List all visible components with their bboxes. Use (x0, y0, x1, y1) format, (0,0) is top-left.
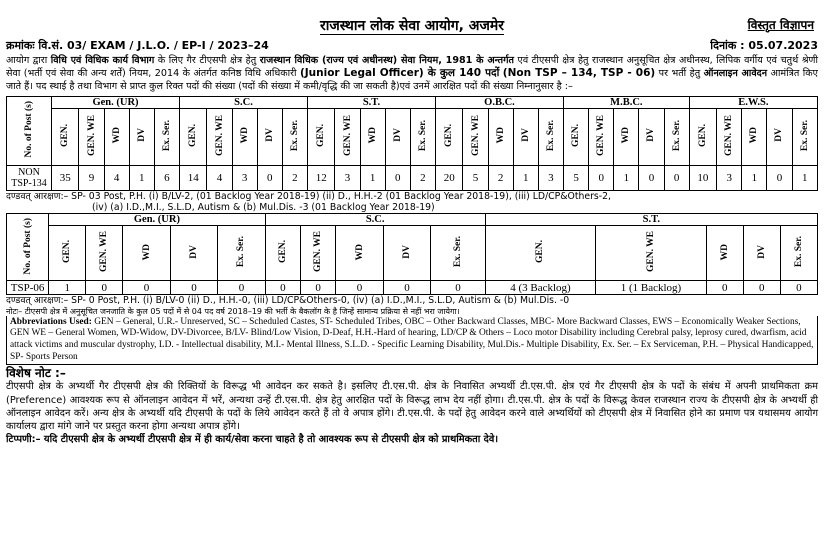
tsp-vacancy-table (6, 213, 818, 295)
subcolumn-header (265, 226, 300, 281)
vacancy-cell: 0 (385, 165, 410, 190)
group-header: O.B.C. (436, 96, 564, 108)
intro-text-6: पर भर्ती हेतु (658, 68, 701, 80)
subcolumn-label: Ex. Ser. (793, 236, 804, 268)
vacancy-cell: 0 (639, 165, 664, 190)
vacancy-cell: 0 (431, 281, 485, 295)
vacancy-cell: 2 (488, 165, 513, 190)
group-header: S.C. (180, 96, 308, 108)
abbreviations-box (6, 316, 818, 365)
subcolumn-header (49, 226, 86, 281)
subcolumn-header (301, 226, 336, 281)
group-header: S.C. (265, 214, 485, 226)
subcolumn-header (589, 108, 614, 165)
subcolumn-header (79, 108, 104, 165)
vacancy-cell: 9 (79, 165, 104, 190)
subcolumn-label: WD (495, 126, 506, 144)
subcolumn-header (431, 226, 485, 281)
subcolumn-label: Ex. Ser. (236, 236, 247, 268)
subcolumn-header (689, 108, 716, 165)
special-note-body: टीएसपी क्षेत्र के अभ्यर्थी गैर टीएसपी क्षेत्र की रिक्तियों के विरूद्ध भी आवेदन कर सकते है। इसलिए टी.एस.पी. क्षेत्र के निवासित अभ्यर्थी टी.एस.पी. क्षेत्र एवं गैर टीएसपी क्षेत्र के पदों के संबंध में अपनी प्राथमिकता क्रम (Preference) आवश्यक रूप से ऑनलाइन आवेदन में भरें, अन्यथा उन्हें टी.एस.पी. क्षेत्र हेतु आरक्षित पदों के विरूद्ध लाभ देय नहीं होगा। टी.एस.पी. क्षेत्र के पदों के विरूद्ध केवल राजस्थान राज्य के टीएसपी क्षेत्र के अभ्यर्थी ही ऑनलाइन आवेदन करें। अन्य क्षेत्र के अभ्यर्थी यदि टीएसपी के पदों के लिये आवेदन करते हैं तो वे अपात्र होंगे। टी.एस.पी. के पदों हेतु आवेदन करने वाले अभ्यर्थियों को टीएसपी क्षेत्र में निवासित होने का प्रमाण पत्र यथासमय आयोग कार्यालय द्वारा मांगे जाने पर प्रस्तुत करना होगा अन्यथा अपात्र होंगे। (6, 381, 818, 433)
subcolumn-label: GEN. (535, 240, 546, 264)
subcolumn-label: GEN. WE (596, 114, 607, 156)
note-line: दण्डवत् आरक्षण:– SP- 0 Post, P.H. (i) B/LV-0 (ii) D., H.H.-0, (iii) LD/CP&Others-0, (iv) (a) I.D.,M.I., S.L.D, Autism & (b) Mul.Dis. -0 (6, 295, 570, 307)
subcolumn-header (385, 108, 410, 165)
intro-department: विधि एवं विधिक कार्य विभाग (50, 55, 155, 66)
subcolumn-label: DV (136, 128, 147, 142)
subcolumn-header (180, 108, 207, 165)
reference-date: दिनांक : 05.07.2023 (710, 39, 818, 52)
vacancy-cell: 20 (436, 165, 463, 190)
subcolumn-header (257, 108, 282, 165)
subcolumn-label: DV (756, 245, 767, 259)
subcolumn-label: GEN. (697, 123, 708, 147)
vacancy-cell: 0 (265, 281, 300, 295)
subcolumn-header (717, 108, 742, 165)
subcolumn-label: DV (392, 128, 403, 142)
subcolumn-header (706, 226, 743, 281)
subcolumn-header (436, 108, 463, 165)
vacancy-cell: 0 (123, 281, 170, 295)
subcolumn-label: WD (367, 126, 378, 144)
backlog-note: नोटः– टीएसपी क्षेत्र में अनुसूचित जनजाति के कुल 05 पदों में से 04 पद वर्ष 2018–19 की भर्ती के बैकलॉग के है जिन्हें सामान्य प्रक्रिया से नहीं भरा जायेगा। (6, 306, 460, 316)
subcolumn-label: GEN. (316, 123, 327, 147)
advertisement-page (0, 16, 824, 560)
posts-header-cell (7, 96, 52, 165)
subcolumn-label: Ex. Ser. (161, 119, 172, 151)
subcolumn-label: Ex. Ser. (545, 119, 556, 151)
vacancy-cell: 3 (335, 165, 360, 190)
title-text: राजस्थान लोक सेवा आयोग, अजमेर (320, 18, 504, 34)
vacancy-cell: 0 (743, 281, 780, 295)
subcolumn-header (335, 108, 360, 165)
vacancy-cell: 0 (589, 165, 614, 190)
vacancy-cell: 3 (538, 165, 563, 190)
subcolumn-header (360, 108, 385, 165)
subcolumn-header (123, 226, 170, 281)
subcolumn-label: WD (141, 243, 152, 261)
intro-post-split: (Non TSP – 134, TSP - 06) (502, 67, 656, 80)
intro-text-1: आयोग द्वारा (6, 55, 48, 66)
vacancy-cell: 2 (282, 165, 307, 190)
subcolumn-header (232, 108, 257, 165)
subcolumn-header (308, 108, 335, 165)
group-header: S.T. (485, 214, 817, 226)
subcolumn-label: Ex. Ser. (417, 119, 428, 151)
subcolumn-label: DV (520, 128, 531, 142)
group-header: Gen. (UR) (52, 96, 180, 108)
posts-header-cell (7, 214, 49, 281)
vacancy-cell: 4 (3 Backlog) (485, 281, 596, 295)
group-header: Gen. (UR) (49, 214, 266, 226)
subcolumn-label: DV (646, 128, 657, 142)
row-label: TSP-06 (7, 281, 49, 295)
subcolumn-label: GEN. WE (724, 114, 735, 156)
vacancy-cell: 1 (129, 165, 154, 190)
group-header: S.T. (308, 96, 436, 108)
subcolumn-header (170, 226, 217, 281)
subcolumn-header (488, 108, 513, 165)
subcolumn-header (780, 226, 817, 281)
subcolumn-label: Ex. Ser. (289, 119, 300, 151)
vacancy-cell: 4 (104, 165, 129, 190)
vacancy-cell: 0 (170, 281, 217, 295)
subcolumn-label: GEN. (60, 123, 71, 147)
posts-header: No. of Post (s) (22, 217, 33, 275)
intro-text-3: एवं टीएसपी क्षेत्र हेतु राजस्थान अनुसूचित क्षेत्र अधीनस्थ, लिपिक वर्गीय एवं चतुर्थ श्रेणी सेवा (भर्ती एवं सेवा की अन्य शर्तें) नियम, 2014 के अंतर्गत कनिष्ठ विधि अधिकारी (6, 55, 818, 80)
vacancy-cell: 0 (301, 281, 336, 295)
subcolumn-header (664, 108, 689, 165)
special-note-heading: विशेष नोट :– (6, 366, 66, 381)
subcolumn-header (767, 108, 792, 165)
subcolumn-header (52, 108, 79, 165)
horizontal-reservation-note-2 (6, 295, 818, 315)
subcolumn-label: GEN. WE (313, 231, 324, 273)
subcolumn-label: Ex. Ser. (799, 119, 810, 151)
vacancy-cell: 1 (614, 165, 639, 190)
subcolumn-header (463, 108, 488, 165)
abbreviations-text: GEN – General, U.R.- Unreserved, SC – Scheduled Castes, ST- Scheduled Tribes, OBC – Other Backward Classes, MBC- More Backward Classes, EWS – Economically Weaker Sections, GEN WE – General Women, WD-Widow, DV-Divorcee, B/LV- Blind/Low Vision, D-Deaf, H.H.-Hard of hearing, LD/CP & Others – Loco motor Disability including Cerebral palsy, leprosy cured, dwarfism, acid attack victims and muscular dystrophy, LD. - Intellectual disability, M.I.- Mental Illness, S.L.D. - Specific Learning Disability, Mul.Dis.- Multiple Disability, Ex. Ser. – Ex Serviceman, P.H. – Physical Handicapped, SP- Sports Person (10, 316, 814, 362)
group-header: E.W.S. (689, 96, 817, 108)
vacancy-cell: 0 (383, 281, 430, 295)
subcolumn-header (86, 226, 123, 281)
subcolumn-header (742, 108, 767, 165)
subcolumn-label: DV (188, 245, 199, 259)
vacancy-cell: 1 (513, 165, 538, 190)
subcolumn-label: GEN. (62, 240, 73, 264)
subcolumn-label: DV (402, 245, 413, 259)
vacancy-cell: 1 (49, 281, 86, 295)
subcolumn-header (104, 108, 129, 165)
note-line: दण्डवत् आरक्षण:– SP- 03 Post, P.H. (i) B/LV-2, (01 Backlog Year 2018-19) (ii) D., H.H.-2 (01 Backlog Year 2018-19), (iii) LD/CP&Others-2, (6, 190, 611, 202)
subcolumn-header (538, 108, 563, 165)
subcolumn-label: GEN. WE (470, 114, 481, 156)
horizontal-reservation-note-1 (6, 191, 818, 214)
vacancy-cell: 0 (86, 281, 123, 295)
subcolumn-header (743, 226, 780, 281)
intro-text-7: आमंत्रित किए जाते हैं। पद स्थाई है तथा विभाग से प्राप्त कुल रिक्त पदों की संख्या (पदों की संख्या में कमी/वृद्धि की जा सकती है)एवं उनमें आरक्षित पदों की संख्या निम्नानुसार है :– (6, 68, 818, 93)
subcolumn-header (639, 108, 664, 165)
vacancy-cell: 1 (742, 165, 767, 190)
vacancy-cell: 2 (410, 165, 435, 190)
vacancy-cell: 3 (232, 165, 257, 190)
subcolumn-label: WD (719, 243, 730, 261)
vacancy-cell: 0 (257, 165, 282, 190)
subcolumn-label: Ex. Ser. (671, 119, 682, 151)
subcolumn-header (485, 226, 596, 281)
subcolumn-header (218, 226, 265, 281)
vacancy-cell: 1 (1 Backlog) (596, 281, 707, 295)
subcolumn-label: GEN. (188, 123, 199, 147)
vacancy-cell: 6 (154, 165, 179, 190)
intro-post-title: (Junior Legal Officer) के कुल 140 पदों (299, 67, 500, 80)
vacancy-cell: 4 (207, 165, 232, 190)
subcolumn-label: WD (111, 126, 122, 144)
reference-row (6, 38, 818, 53)
subcolumn-header (792, 108, 817, 165)
subcolumn-header (336, 226, 383, 281)
subcolumn-header (564, 108, 589, 165)
vacancy-cell: 0 (706, 281, 743, 295)
intro-online: ऑनलाइन आवेदन (703, 68, 768, 80)
subcolumn-header (154, 108, 179, 165)
subcolumn-header (207, 108, 232, 165)
vacancy-cell: 1 (792, 165, 817, 190)
subcolumn-header (513, 108, 538, 165)
subcolumn-label: GEN. WE (645, 231, 656, 273)
vacancy-cell: 12 (308, 165, 335, 190)
subcolumn-label: GEN. WE (99, 231, 110, 273)
subcolumn-label: WD (621, 126, 632, 144)
vacancy-cell: 35 (52, 165, 79, 190)
subcolumn-header (596, 226, 707, 281)
intro-text-2: के लिए गैर टीएसपी क्षेत्र हेतु (157, 55, 257, 66)
special-note-tip: टिप्पणी:– यदि टीएसपी क्षेत्र के अभ्यर्थी टीएसपी क्षेत्र में ही कार्य/सेवा करना चाहते है तो आवश्यक रूप से टीएसपी क्षेत्र को प्राथमिकता देवे। (6, 434, 499, 446)
subcolumn-label: GEN. (277, 240, 288, 264)
reference-number: क्रमांकः वि.सं. 03/ EXAM / J.L.O. / EP-I / 2023–24 (6, 39, 269, 52)
non-tsp-vacancy-table (6, 96, 818, 191)
vacancy-cell: 0 (218, 281, 265, 295)
subcolumn-label: WD (239, 126, 250, 144)
subcolumn-label: WD (354, 243, 365, 261)
subcolumn-header (129, 108, 154, 165)
subcolumn-label: DV (774, 128, 785, 142)
abbreviations-label: Abbreviations Used: (10, 316, 92, 327)
posts-header: No. of Post (s) (24, 100, 34, 158)
vacancy-cell: 10 (689, 165, 716, 190)
subcolumn-header (410, 108, 435, 165)
subcolumn-header (282, 108, 307, 165)
intro-rules: राजस्थान विधिक (राज्य एवं अधीनस्थ) सेवा नियम, 1981 के अन्तर्गत (259, 55, 514, 66)
special-note (6, 367, 818, 446)
subcolumn-label: DV (264, 128, 275, 142)
note-line: (iv) (a) I.D.,M.I., S.L.D, Autism & (b) Mul.Dis. -3 (01 Backlog Year 2018-19) (92, 202, 435, 214)
detailed-advertisement-badge: विस्तृत विज्ञापन (747, 18, 814, 32)
subcolumn-label: Ex. Ser. (452, 236, 463, 268)
subcolumn-label: GEN. (571, 123, 582, 147)
vacancy-cell: 5 (463, 165, 488, 190)
intro-paragraph (6, 54, 818, 94)
vacancy-cell: 1 (360, 165, 385, 190)
vacancy-cell: 5 (564, 165, 589, 190)
subcolumn-label: WD (749, 126, 760, 144)
vacancy-cell: 0 (767, 165, 792, 190)
vacancy-cell: 3 (717, 165, 742, 190)
subcolumn-header (383, 226, 430, 281)
vacancy-cell: 0 (664, 165, 689, 190)
subcolumn-label: GEN. (444, 123, 455, 147)
vacancy-cell: 0 (780, 281, 817, 295)
subcolumn-label: GEN. WE (342, 114, 353, 156)
vacancy-cell: 14 (180, 165, 207, 190)
subcolumn-label: GEN. WE (214, 114, 225, 156)
subcolumn-header (614, 108, 639, 165)
group-header: M.B.C. (564, 96, 690, 108)
row-label: NON TSP-134 (7, 165, 52, 190)
subcolumn-label: GEN. WE (86, 114, 97, 156)
page-title (6, 16, 818, 35)
vacancy-cell: 0 (336, 281, 383, 295)
